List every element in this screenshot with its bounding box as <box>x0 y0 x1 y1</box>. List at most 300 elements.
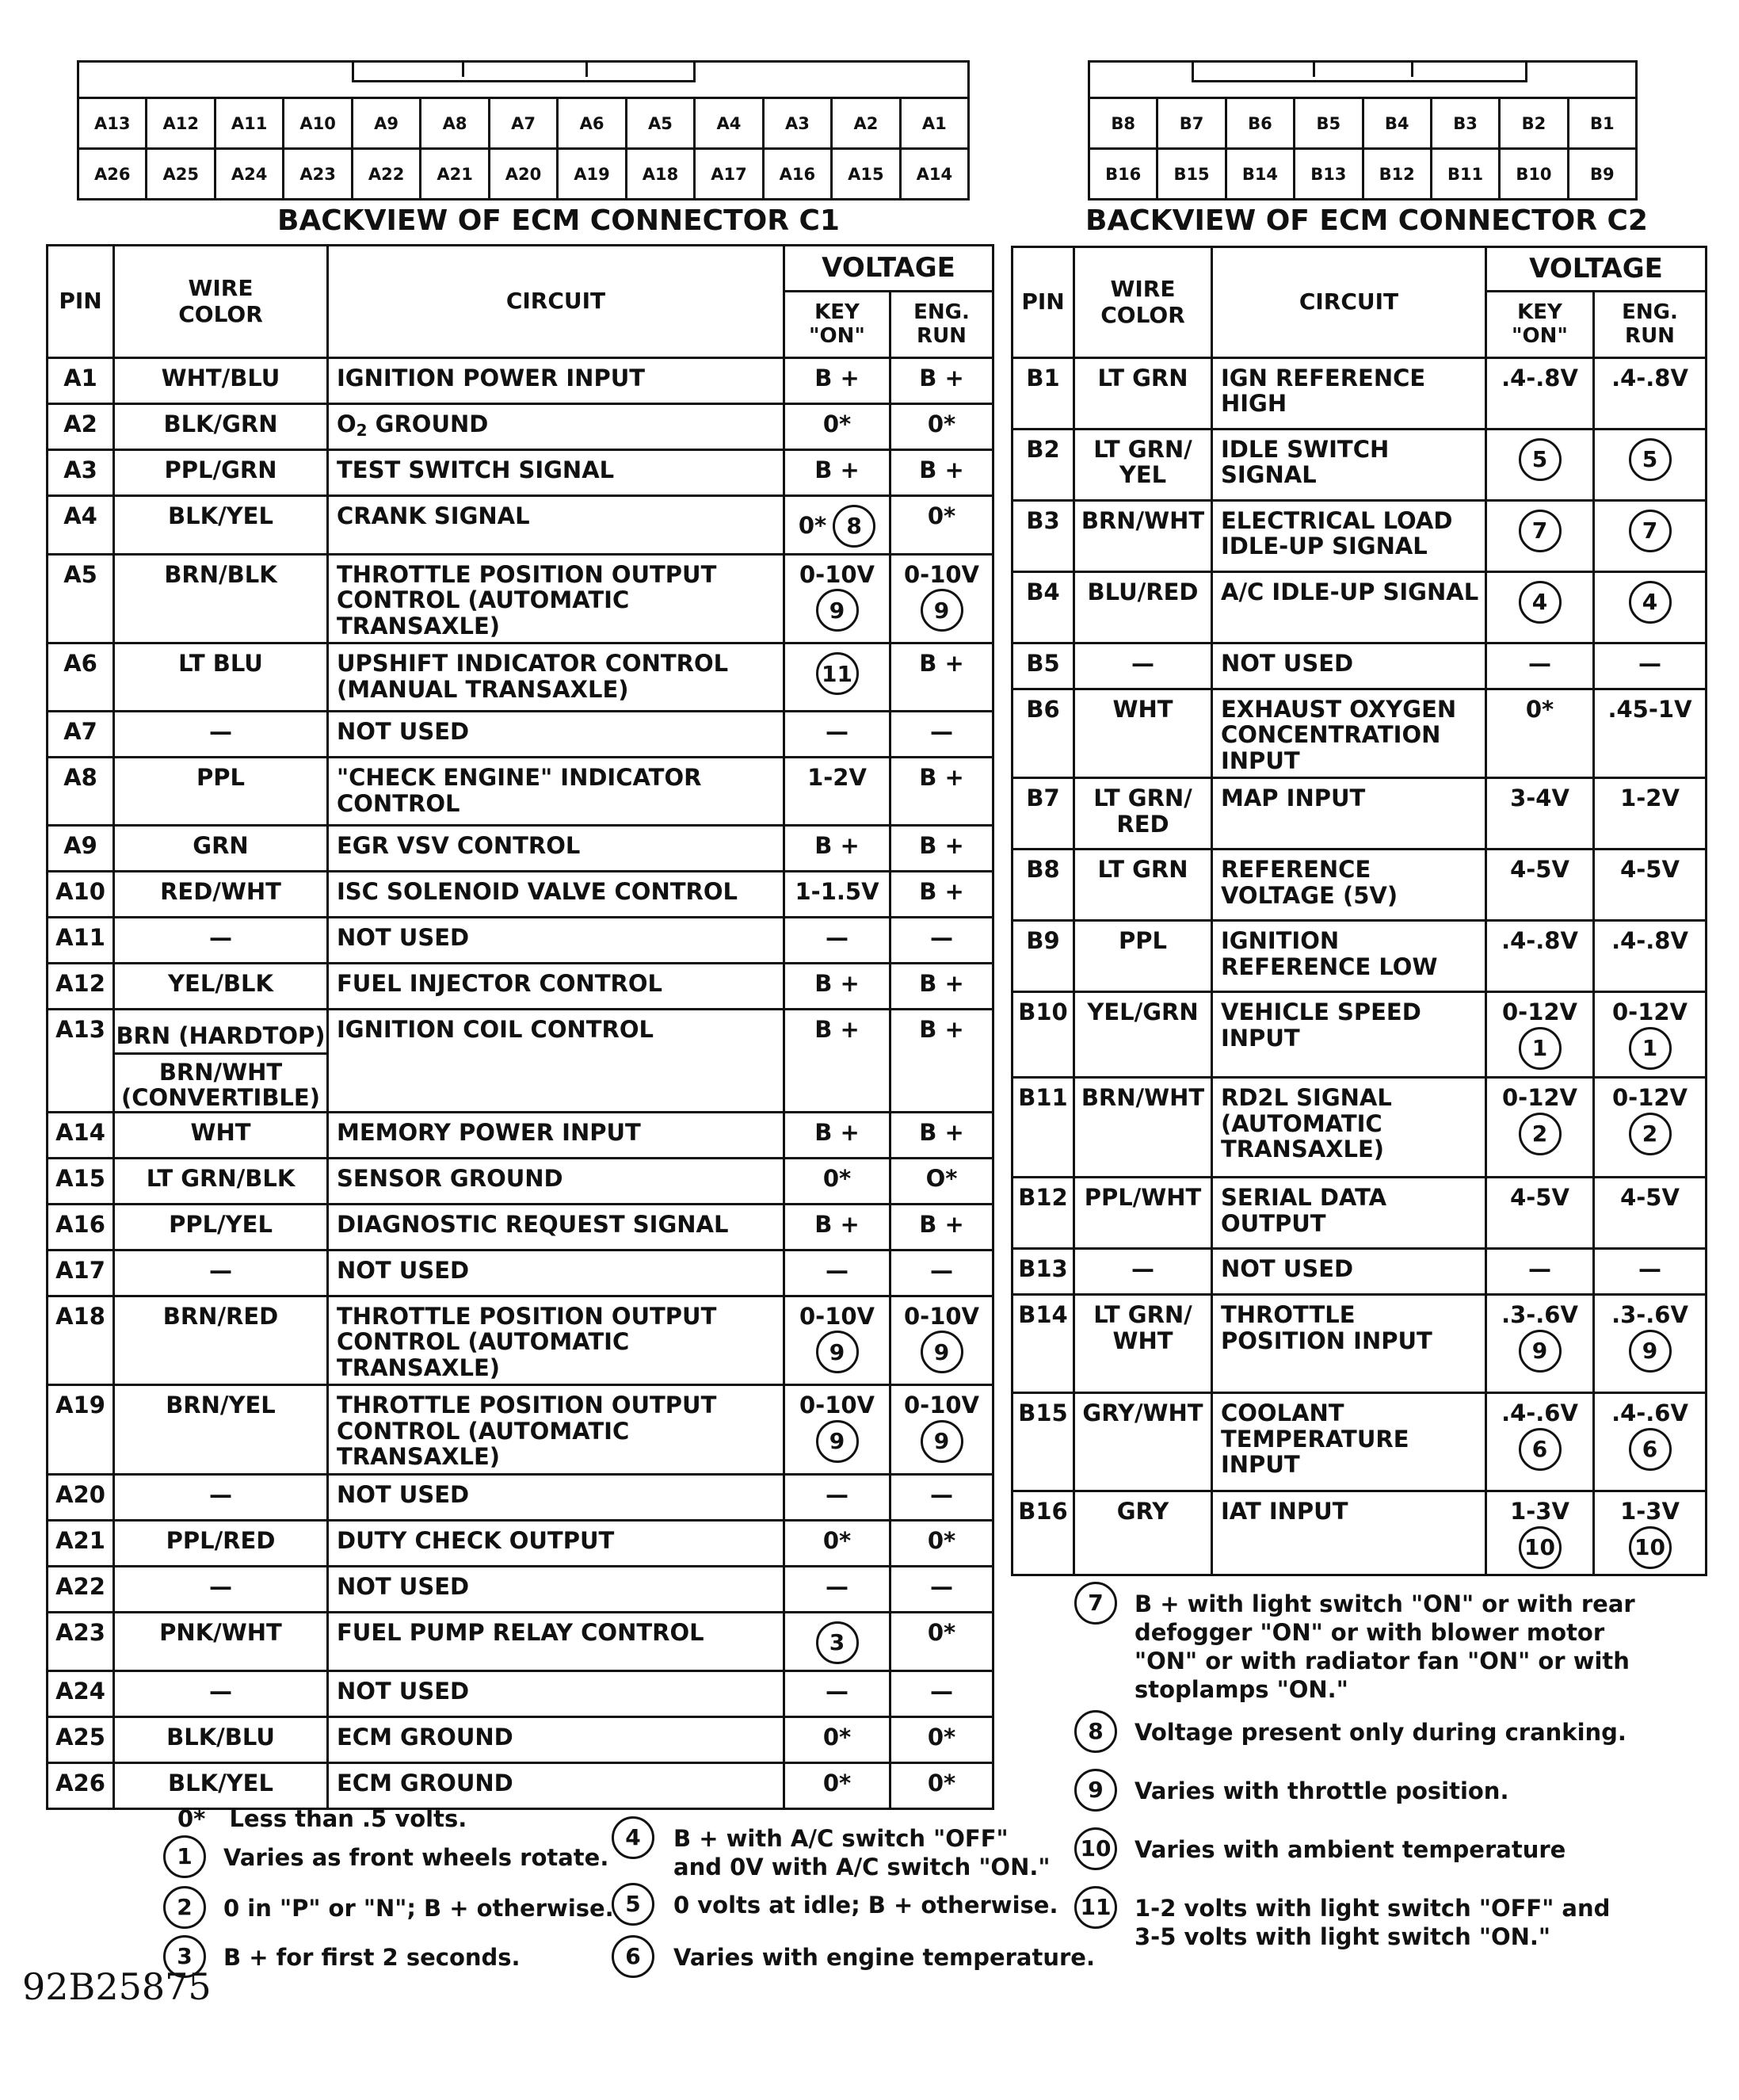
pin-cell: A23 <box>48 1612 114 1670</box>
pin-cell: A20 <box>48 1474 114 1520</box>
wire-color-cell: — <box>1074 1249 1212 1295</box>
eng-run-value: 0-12V <box>1611 998 1688 1026</box>
connector-pin-label: A7 <box>488 99 556 147</box>
key-on-value: B + <box>814 456 860 483</box>
wire-color-cell: LT GRN/BLK <box>114 1158 328 1204</box>
connector-c2-title: BACKVIEW OF ECM CONNECTOR C2 <box>1085 204 1648 237</box>
connector-c2-diagram <box>1088 60 1638 200</box>
eng-run-value: B + <box>919 1210 964 1238</box>
eng-run-cell <box>890 758 993 826</box>
connector-pin-label: B16 <box>1105 164 1142 184</box>
connector-c2-latch <box>1192 63 1527 82</box>
key-on-value: — <box>1528 1255 1551 1283</box>
connector-pin-label: A5 <box>625 99 693 147</box>
circuit-cell: NOT USED <box>328 1250 784 1296</box>
eng-run-cell <box>1594 1295 1707 1393</box>
table-row <box>1013 643 1707 689</box>
key-on-value: — <box>826 1480 849 1508</box>
eng-run-cell <box>890 1250 993 1296</box>
circuit-cell: EGR VSV CONTROL <box>328 826 784 872</box>
key-on-cell <box>1486 1249 1594 1295</box>
footnote-marker: 9 <box>816 1420 859 1463</box>
eng-run-cell <box>890 826 993 872</box>
eng-run-cell <box>890 1762 993 1808</box>
note-9-marker: 9 <box>1074 1769 1117 1812</box>
wire-color-cell: BRN/RED <box>114 1296 328 1384</box>
note-4-line2: and 0V with A/C switch "ON." <box>673 1854 1051 1880</box>
connector-pin-label: B11 <box>1430 150 1498 198</box>
key-on-cell <box>784 712 890 758</box>
key-on-cell <box>784 1112 890 1158</box>
note-9-text: Varies with throttle position. <box>1135 1777 1509 1804</box>
table-row <box>48 404 993 450</box>
eng-run-value: 0-10V <box>903 1302 979 1330</box>
eng-run-value: B + <box>919 764 964 792</box>
c1-pin-header: PIN <box>48 246 114 358</box>
eng-run-cell <box>1594 501 1707 572</box>
c2-circuit-header: CIRCUIT <box>1212 247 1486 358</box>
note-5 <box>612 1886 1087 1934</box>
connector-c2-top-row <box>1090 99 1635 147</box>
note-7-line3: "ON" or with radiator fan "ON" or with <box>1135 1648 1630 1674</box>
key-on-cell <box>784 1010 890 1112</box>
note-11-line1: 1-2 volts with light switch "OFF" and <box>1135 1895 1611 1922</box>
eng-run-cell <box>1594 1491 1707 1575</box>
c2-wire-header: WIRE COLOR <box>1074 247 1212 358</box>
footnote-marker: 9 <box>921 589 963 632</box>
table-row <box>48 450 993 496</box>
key-on-value: — <box>826 1256 849 1284</box>
wire-color-cell: YEL/BLK <box>114 964 328 1010</box>
table-row <box>48 712 993 758</box>
note-8-marker: 8 <box>1074 1710 1117 1753</box>
eng-run-value: O* <box>925 1164 958 1192</box>
eng-run-value: — <box>930 1480 953 1508</box>
footnote-marker: 11 <box>816 652 859 695</box>
pin-cell: A11 <box>48 918 114 964</box>
note-8-text: Voltage present only during cranking. <box>1135 1719 1626 1746</box>
eng-run-value: 0* <box>927 1769 956 1796</box>
pin-cell: B2 <box>1013 430 1074 501</box>
key-on-cell <box>784 872 890 918</box>
note-5-marker: 5 <box>612 1883 654 1926</box>
connector-c1-top-row <box>79 99 967 147</box>
c1-key-on-header: KEY "ON" <box>784 292 890 358</box>
footnote-marker: 1 <box>1629 1027 1672 1070</box>
connector-c1-title: BACKVIEW OF ECM CONNECTOR C1 <box>277 204 840 237</box>
key-on-value: 0* <box>822 1164 852 1192</box>
key-on-value: 0-12V <box>1501 1084 1577 1112</box>
note-3-marker: 3 <box>163 1935 206 1978</box>
wire-color-cell: PPL/GRN <box>114 450 328 496</box>
pin-cell: A19 <box>48 1385 114 1474</box>
table-row <box>1013 1178 1707 1249</box>
pin-cell: A17 <box>48 1250 114 1296</box>
pin-cell: A9 <box>48 826 114 872</box>
eng-run-value: B + <box>919 1016 964 1044</box>
connector-pin-label: B10 <box>1498 150 1566 198</box>
key-on-value: — <box>826 1677 849 1705</box>
wire-color-cell: BLU/RED <box>1074 572 1212 643</box>
eng-run-cell <box>890 712 993 758</box>
wire-color-cell: BLK/BLU <box>114 1716 328 1762</box>
pin-cell: A26 <box>48 1762 114 1808</box>
wire-color-cell: — <box>114 1250 328 1296</box>
c2-eng-run-header: ENG. RUN <box>1594 292 1707 358</box>
circuit-cell: REFERENCE VOLTAGE (5V) <box>1212 850 1486 921</box>
footnote-marker: 4 <box>1629 581 1672 624</box>
eng-run-value: 0* <box>927 502 956 529</box>
circuit-cell: MAP INPUT <box>1212 778 1486 850</box>
table-row <box>1013 992 1707 1078</box>
key-on-value: — <box>826 1572 849 1600</box>
connector-pin-label: B6 <box>1225 99 1293 147</box>
eng-run-value: — <box>930 718 953 746</box>
c2-key-on-header: KEY "ON" <box>1486 292 1594 358</box>
key-on-cell <box>1486 1078 1594 1178</box>
table-row <box>1013 1249 1707 1295</box>
footnote-marker: 5 <box>1519 438 1562 481</box>
pin-cell: B1 <box>1013 358 1074 430</box>
connector-pin-label: A20 <box>488 150 556 198</box>
eng-run-cell <box>1594 643 1707 689</box>
eng-run-value: .4-.6V <box>1611 1399 1688 1427</box>
note-7-marker: 7 <box>1074 1582 1117 1625</box>
c1-circuit-header: CIRCUIT <box>328 246 784 358</box>
footnote-marker: 6 <box>1519 1428 1562 1471</box>
note-11-line2: 3-5 volts with light switch "ON." <box>1135 1923 1551 1950</box>
table-row <box>48 964 993 1010</box>
pin-cell: A2 <box>48 404 114 450</box>
wire-color-cell: BLK/YEL <box>114 1762 328 1808</box>
key-on-cell <box>784 918 890 964</box>
wire-color-cell: LT GRN/ RED <box>1074 778 1212 850</box>
key-on-value: B + <box>814 1016 860 1044</box>
wire-color-cell: LT GRN/ YEL <box>1074 430 1212 501</box>
key-on-value: 0-10V <box>799 1392 875 1419</box>
note-7-line2: defogger "ON" or with blower motor <box>1135 1619 1605 1646</box>
eng-run-value: B + <box>919 832 964 860</box>
circuit-cell: THROTTLE POSITION OUTPUT CONTROL (AUTOMATIC TRANSAXLE) <box>328 1385 784 1474</box>
eng-run-value: — <box>930 1256 953 1284</box>
pin-cell: A6 <box>48 643 114 712</box>
circuit-cell: FUEL PUMP RELAY CONTROL <box>328 1612 784 1670</box>
note-6-text: Varies with engine temperature. <box>673 1944 1095 1971</box>
eng-run-value: — <box>930 1677 953 1705</box>
note-10-text: Varies with ambient temperature <box>1135 1836 1566 1863</box>
connector-pin-label: B3 <box>1430 99 1498 147</box>
note-4 <box>612 1819 1087 1883</box>
note-4-marker: 4 <box>612 1816 654 1859</box>
figure-id: 92B25875 <box>22 1965 212 2008</box>
note-10 <box>1074 1831 1692 1878</box>
pin-cell: A7 <box>48 712 114 758</box>
footnote-marker: 2 <box>1519 1113 1562 1155</box>
pin-cell: A10 <box>48 872 114 918</box>
circuit-cell: IGNITION POWER INPUT <box>328 358 784 404</box>
pin-cell: B9 <box>1013 921 1074 992</box>
eng-run-value: — <box>930 1572 953 1600</box>
connector-pin-label: A14 <box>899 150 967 198</box>
key-on-cell <box>784 1474 890 1520</box>
pin-cell: B10 <box>1013 992 1074 1078</box>
connector-c2-shell <box>1090 63 1635 99</box>
footnote-marker: 1 <box>1519 1027 1562 1070</box>
note-star-text: Less than .5 volts. <box>229 1805 467 1832</box>
eng-run-cell <box>1594 992 1707 1078</box>
eng-run-value: 1-3V <box>1620 1498 1680 1525</box>
eng-run-cell <box>890 1296 993 1384</box>
footnote-marker: 10 <box>1519 1526 1562 1569</box>
key-on-cell <box>784 964 890 1010</box>
circuit-cell: NOT USED <box>328 1474 784 1520</box>
circuit-cell: NOT USED <box>328 1566 784 1612</box>
table-row <box>48 826 993 872</box>
table-row <box>48 1520 993 1566</box>
wire-color-cell: PPL <box>1074 921 1212 992</box>
eng-run-value: B + <box>919 1118 964 1146</box>
note-2 <box>163 1889 614 1937</box>
key-on-cell <box>1486 430 1594 501</box>
pin-cell: B11 <box>1013 1078 1074 1178</box>
connector-c1-shell <box>79 63 967 99</box>
pin-cell: B8 <box>1013 850 1074 921</box>
note-8 <box>1074 1713 1692 1761</box>
circuit-cell: VEHICLE SPEED INPUT <box>1212 992 1486 1078</box>
pin-cell: A21 <box>48 1520 114 1566</box>
note-11-marker: 11 <box>1074 1886 1117 1929</box>
pin-cell: B7 <box>1013 778 1074 850</box>
key-on-value: B + <box>814 832 860 860</box>
table-row <box>48 1474 993 1520</box>
table-row <box>1013 430 1707 501</box>
connector-pin-label: A4 <box>693 99 761 147</box>
eng-run-value: — <box>1638 650 1661 677</box>
pin-cell: A3 <box>48 450 114 496</box>
circuit-cell: ELECTRICAL LOAD IDLE-UP SIGNAL <box>1212 501 1486 572</box>
wire-color-cell: LT GRN <box>1074 850 1212 921</box>
key-on-cell <box>784 758 890 826</box>
pin-cell: B16 <box>1013 1491 1074 1575</box>
key-on-cell <box>784 1566 890 1612</box>
eng-run-cell <box>890 1010 993 1112</box>
wire-color-cell: PPL/WHT <box>1074 1178 1212 1249</box>
key-on-cell <box>784 1158 890 1204</box>
note-1 <box>163 1838 607 1886</box>
key-on-value: 0* <box>822 1526 852 1554</box>
eng-run-value: B + <box>919 650 964 678</box>
note-6-marker: 6 <box>612 1935 654 1978</box>
table-row <box>48 1296 993 1384</box>
key-on-cell <box>784 555 890 643</box>
eng-run-cell <box>1594 1078 1707 1178</box>
note-1-marker: 1 <box>163 1835 206 1878</box>
table-row <box>1013 778 1707 850</box>
eng-run-cell <box>1594 850 1707 921</box>
connector-pin-label: A12 <box>145 99 213 147</box>
connector-pin-label: B15 <box>1156 150 1224 198</box>
connector-pin-label: A10 <box>282 99 350 147</box>
key-on-value: 1-2V <box>807 764 867 792</box>
connector-pin-label: A2 <box>830 99 898 147</box>
circuit-cell: ISC SOLENOID VALVE CONTROL <box>328 872 784 918</box>
eng-run-cell <box>890 1474 993 1520</box>
note-less-than <box>177 1804 467 1834</box>
key-on-value: B + <box>814 1118 860 1146</box>
wire-color-primary: BRN (HARDTOP) <box>115 1017 326 1054</box>
key-on-value: 3-4V <box>1510 785 1569 812</box>
wire-color-cell: PNK/WHT <box>114 1612 328 1670</box>
eng-run-cell <box>890 358 993 404</box>
key-on-value: 4-5V <box>1510 1184 1569 1212</box>
key-on-cell <box>784 1520 890 1566</box>
footnote-marker: 9 <box>921 1331 963 1373</box>
key-on-cell <box>784 826 890 872</box>
eng-run-cell <box>1594 1393 1707 1491</box>
eng-run-value: .45-1V <box>1607 696 1692 723</box>
eng-run-cell <box>890 643 993 712</box>
table-row <box>1013 501 1707 572</box>
connector-pin-label: A26 <box>93 164 131 184</box>
eng-run-cell <box>890 1158 993 1204</box>
eng-run-value: 0-10V <box>903 1392 979 1419</box>
key-on-value: 1-1.5V <box>795 878 879 906</box>
key-on-cell <box>1486 850 1594 921</box>
connector-pin-label: B7 <box>1156 99 1224 147</box>
c1-eng-run-header: ENG. RUN <box>890 292 993 358</box>
circuit-cell: IGNITION COIL CONTROL <box>328 1010 784 1112</box>
wire-color-cell: WHT <box>1074 689 1212 778</box>
circuit-cell: THROTTLE POSITION OUTPUT CONTROL (AUTOMATIC TRANSAXLE) <box>328 1296 784 1384</box>
key-on-value: B + <box>814 970 860 998</box>
eng-run-cell <box>1594 778 1707 850</box>
footnote-marker: 9 <box>921 1420 963 1463</box>
eng-run-cell <box>890 1112 993 1158</box>
circuit-cell <box>328 404 784 450</box>
key-on-cell <box>784 1296 890 1384</box>
table-row <box>48 643 993 712</box>
wire-color-cell: LT GRN/ WHT <box>1074 1295 1212 1393</box>
wire-color-cell: — <box>114 1670 328 1716</box>
eng-run-value: 0-10V <box>903 561 979 588</box>
circuit-cell: IDLE SWITCH SIGNAL <box>1212 430 1486 501</box>
wire-color-cell: — <box>1074 643 1212 689</box>
table-row <box>48 1158 993 1204</box>
connector-pin-label: A18 <box>625 150 693 198</box>
connector-pin-label: B9 <box>1567 150 1635 198</box>
key-on-value: 0-10V <box>799 1302 875 1330</box>
note-7-line4: stoplamps "ON." <box>1135 1676 1348 1703</box>
footnote-marker: 9 <box>816 589 859 632</box>
pin-cell: A18 <box>48 1296 114 1384</box>
eng-run-value: 0* <box>927 1526 956 1554</box>
table-row <box>48 1010 993 1112</box>
eng-run-value: .4-.8V <box>1611 365 1688 391</box>
eng-run-value: B + <box>919 365 964 391</box>
key-on-cell <box>1486 1491 1594 1575</box>
connector-pin-label: B13 <box>1293 150 1361 198</box>
eng-run-value: 1-2V <box>1620 785 1680 812</box>
connector-pin-label: B4 <box>1362 99 1430 147</box>
table-row <box>1013 1491 1707 1575</box>
key-on-cell <box>1486 1178 1594 1249</box>
key-on-cell <box>784 1250 890 1296</box>
note-3-text: B + for first 2 seconds. <box>223 1944 521 1971</box>
key-on-value: .4-.6V <box>1501 1399 1578 1427</box>
wire-color-cell: PPL <box>114 758 328 826</box>
circuit-cell: NOT USED <box>1212 1249 1486 1295</box>
note-star-mark: 0* <box>177 1805 206 1832</box>
eng-run-value: .4-.8V <box>1611 927 1688 955</box>
connector-pin-label: A23 <box>282 150 350 198</box>
eng-run-cell <box>890 496 993 555</box>
pin-cell: A25 <box>48 1716 114 1762</box>
key-on-value: 0* <box>1525 696 1554 723</box>
eng-run-cell <box>890 404 993 450</box>
connector-pin-label: B8 <box>1111 113 1135 133</box>
circuit-cell: IAT INPUT <box>1212 1491 1486 1575</box>
circuit-cell: DUTY CHECK OUTPUT <box>328 1520 784 1566</box>
key-on-cell <box>1486 1393 1594 1491</box>
footnote-marker: 2 <box>1629 1113 1672 1155</box>
footnote-marker: 4 <box>1519 581 1562 624</box>
c1-voltage-header: VOLTAGE <box>784 246 993 292</box>
connector-pin-label: B14 <box>1225 150 1293 198</box>
key-on-cell <box>1486 1295 1594 1393</box>
connector-pin-label: A8 <box>419 99 487 147</box>
table-row <box>48 358 993 404</box>
wire-color-cell: YEL/GRN <box>1074 992 1212 1078</box>
c2-pin-header: PIN <box>1013 247 1074 358</box>
key-on-value: 1-3V <box>1510 1498 1569 1525</box>
table-row <box>1013 1078 1707 1178</box>
eng-run-cell <box>890 555 993 643</box>
eng-run-cell <box>890 1716 993 1762</box>
circuit-cell: "CHECK ENGINE" INDICATOR CONTROL <box>328 758 784 826</box>
eng-run-value: 0* <box>927 1723 956 1751</box>
note-4-line1: B + with A/C switch "OFF" <box>673 1825 1009 1852</box>
footnote-marker: 7 <box>1519 510 1562 552</box>
note-9 <box>1074 1772 1692 1819</box>
footnote-marker: 5 <box>1629 438 1672 481</box>
connector-pin-label: A17 <box>693 150 761 198</box>
wire-color-cell: BLK/GRN <box>114 404 328 450</box>
connector-pin-label: A21 <box>419 150 487 198</box>
connector-pin-label: A13 <box>93 113 131 133</box>
table-row <box>1013 1393 1707 1491</box>
key-on-value: 0* <box>798 512 827 540</box>
table-row <box>48 1250 993 1296</box>
table-row <box>48 1204 993 1250</box>
key-on-cell <box>1486 572 1594 643</box>
key-on-value: 0-10V <box>799 561 875 588</box>
pin-cell: B15 <box>1013 1393 1074 1491</box>
pin-cell: B4 <box>1013 572 1074 643</box>
eng-run-cell <box>890 1385 993 1474</box>
key-on-value: 0-12V <box>1501 998 1577 1026</box>
key-on-value: 0* <box>822 1769 852 1796</box>
eng-run-value: 0-12V <box>1611 1084 1688 1112</box>
table-row <box>48 496 993 555</box>
wire-color-cell: WHT/BLU <box>114 358 328 404</box>
footnote-marker: 3 <box>816 1621 859 1664</box>
connector-pin-label: A16 <box>762 150 830 198</box>
circuit-cell: TEST SWITCH SIGNAL <box>328 450 784 496</box>
eng-run-value: B + <box>919 878 964 906</box>
circuit-cell: NOT USED <box>328 918 784 964</box>
footnote-marker: 6 <box>1629 1428 1672 1471</box>
connector-c1-diagram <box>77 60 970 200</box>
